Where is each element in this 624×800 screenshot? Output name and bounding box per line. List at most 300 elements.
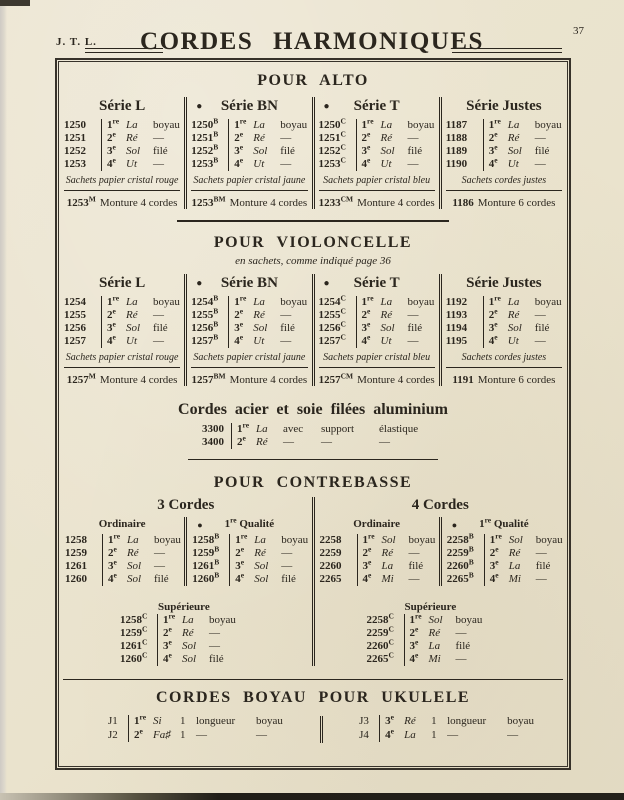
ref-number: $1260^B$: [192, 570, 220, 585]
bullet-icon: ●: [196, 278, 203, 289]
string-ordinal: 3e: [107, 319, 116, 334]
ref-number: 1252: [64, 145, 86, 157]
string-row: [445, 142, 562, 158]
string-row: [318, 293, 435, 309]
string-spec: —: [534, 309, 546, 321]
string-row: [359, 725, 534, 743]
string-spec: boyau: [280, 296, 308, 308]
ref-number: 2265: [319, 573, 342, 585]
string-spec: avec: [283, 423, 304, 435]
ref-number: $1253^C$: [318, 155, 346, 170]
note-name: La: [428, 640, 441, 652]
ref-number: $1255^C$: [318, 306, 346, 321]
section-divider: [188, 459, 438, 460]
note-name: Ré: [253, 309, 265, 321]
string-row: [191, 306, 307, 322]
string-rows: [445, 293, 562, 348]
string-spec: élastique: [379, 423, 419, 435]
string-rows: [319, 531, 436, 586]
series-column: [184, 97, 311, 209]
string-ordinal: 2e: [488, 306, 498, 321]
string-ordinal: 3e: [361, 319, 371, 334]
ref-number: 2259: [319, 547, 342, 559]
monture-label: Monture 4 cordes: [229, 374, 308, 386]
string-row: [192, 544, 306, 560]
string-spec: —: [153, 335, 164, 347]
contrebasse-4-cordes: [312, 497, 567, 666]
string-row: [445, 129, 562, 145]
note-name: Ré: [126, 132, 138, 144]
ref-number: 1257: [64, 335, 86, 347]
ref-number: $2260^C$: [366, 637, 394, 652]
note-name: Sol: [381, 534, 396, 546]
string-ordinal: 1re: [489, 531, 502, 546]
ref-number: $1256^C$: [318, 319, 346, 334]
string-row: [64, 142, 180, 158]
string-rows: [191, 116, 308, 171]
acier-rows: [182, 420, 444, 449]
string-spec: filé: [153, 322, 168, 334]
string-spec: —: [154, 547, 165, 559]
string-ordinal: 3e: [362, 557, 372, 572]
monture-label: Monture 6 cordes: [477, 374, 556, 386]
string-ordinal: 3e: [488, 142, 498, 157]
string-spec: filé: [455, 640, 471, 652]
note-name: Ré: [507, 309, 520, 321]
ref-number: 1250: [64, 119, 86, 131]
quality-name: 1re Qualité: [224, 515, 275, 530]
note-name: Sol: [507, 322, 522, 334]
bullet-icon: ●: [196, 101, 203, 112]
string-ordinal: 4e: [361, 155, 371, 170]
ref-number: 1187: [445, 119, 468, 131]
ref-number: 1189: [445, 145, 468, 157]
note-name: Sol: [380, 322, 395, 334]
note-name: Ré: [507, 132, 520, 144]
string-spec: —: [280, 132, 292, 144]
string-ordinal: 3e: [488, 319, 498, 334]
string-spec: boyau: [534, 119, 562, 131]
string-spec: —: [209, 640, 220, 652]
string-row: [445, 332, 562, 348]
string-ordinal: 4e: [362, 570, 372, 585]
series-name: Série BN: [220, 275, 278, 291]
page-number: 37: [573, 25, 584, 37]
string-row: [64, 129, 180, 145]
string-rows: [318, 293, 435, 348]
note-name: Sol: [182, 640, 197, 652]
string-spec: longueur: [196, 715, 236, 727]
string-row: [191, 129, 307, 145]
note-name: La: [256, 423, 268, 435]
section-divider: [177, 220, 449, 222]
ref-number: J1: [108, 715, 118, 727]
monture-ref: 1186: [452, 197, 474, 209]
ref-number: 1256: [64, 322, 86, 334]
string-ordinal: 3e: [489, 557, 499, 572]
note-name: La: [182, 614, 194, 626]
note-name: Sol: [253, 322, 268, 334]
sachet-note: Sachets papier cristal rouge: [64, 352, 180, 368]
ref-number: 3300: [202, 423, 224, 435]
string-ordinal: 1re: [107, 293, 120, 308]
string-ordinal: 1re: [163, 611, 176, 626]
string-row: [64, 306, 180, 322]
string-spec: —: [153, 132, 164, 144]
monture-row: [319, 191, 435, 209]
string-row: [64, 116, 180, 132]
string-row: [120, 650, 280, 666]
ref-number: $1255^B$: [191, 306, 219, 321]
ukulele-left-rows: [108, 712, 283, 742]
string-row: [191, 142, 307, 158]
string-rows: [64, 293, 180, 348]
title-rule-right: [452, 48, 562, 53]
quality-name: Ordinaire: [353, 518, 401, 530]
string-row: [191, 155, 307, 171]
ref-number: 3400: [202, 436, 224, 448]
string-ordinal: 3e: [108, 557, 117, 572]
quality-column: [60, 517, 184, 586]
string-row: [446, 570, 561, 586]
string-ordinal: 4e: [488, 155, 498, 170]
string-rows: [445, 116, 562, 171]
string-row: [319, 531, 436, 547]
sachet-note: Sachets papier cristal jaune: [191, 175, 307, 191]
string-ordinal: 4e: [234, 155, 244, 170]
note-name: Ut: [380, 158, 392, 170]
ref-number: $1258^B$: [192, 531, 220, 546]
ref-number: $1256^B$: [191, 319, 219, 334]
section-title-violoncelle: POUR VIOLONCELLE: [213, 234, 413, 251]
ref-number: 1190: [445, 158, 468, 170]
ref-number: 1258: [65, 534, 87, 546]
group-name: 4 Cordes: [411, 497, 469, 513]
violoncelle-series-table: [60, 274, 566, 386]
ref-number: $2265^C$: [366, 650, 394, 665]
string-row: [182, 433, 444, 449]
note-name: La: [253, 119, 265, 131]
section-divider: [63, 679, 563, 680]
bullet-icon: ●: [323, 101, 330, 112]
string-row: [65, 531, 181, 547]
string-spec: —: [408, 547, 420, 559]
string-ordinal: 1re: [107, 116, 120, 131]
string-spec: boyau: [209, 614, 236, 626]
note-name: La: [404, 728, 416, 741]
string-spec: —: [196, 728, 207, 741]
string-spec: —: [534, 335, 546, 347]
note-name: Ut: [380, 335, 392, 347]
ref-number: 1260: [65, 573, 87, 585]
note-name: Ré: [256, 436, 268, 448]
string-ordinal: 3e: [235, 557, 245, 572]
string-row: [191, 319, 307, 335]
string-row: [318, 155, 435, 171]
ref-number: 1259: [65, 547, 87, 559]
note-name: Ut: [253, 335, 265, 347]
monture-label: Monture 4 cordes: [357, 197, 435, 209]
note-name: Sol: [254, 560, 269, 572]
string-row: [64, 319, 180, 335]
note-name: Sol: [127, 560, 142, 572]
note-name: Ré: [380, 309, 393, 321]
string-row: [445, 116, 562, 132]
string-ordinal: 2e: [235, 544, 245, 559]
quality-column: [439, 517, 566, 586]
string-spec: —: [154, 560, 165, 572]
note-name: Ré: [380, 132, 393, 144]
string-spec: boyau: [281, 534, 309, 546]
string-row: [191, 293, 308, 309]
string-ordinal: 3e: [361, 142, 371, 157]
monture-label: Monture 4 cordes: [229, 197, 308, 209]
brand-mark: J. T. L.: [56, 36, 97, 48]
superieure-block: [120, 601, 280, 666]
ref-number: $1257^C$: [318, 332, 346, 347]
ref-number: 1255: [64, 309, 86, 321]
string-ordinal: 1re: [134, 712, 147, 727]
string-count: 1: [431, 728, 437, 741]
note-name: La: [381, 560, 394, 572]
string-count: 1: [180, 728, 186, 741]
string-rows: [192, 531, 309, 586]
note-name: Ré: [508, 547, 521, 559]
ref-number: $1261^C$: [120, 637, 148, 652]
string-row: [446, 557, 561, 573]
note-name: La: [507, 119, 520, 131]
string-ordinal: 1re: [409, 611, 422, 626]
string-row: [318, 116, 435, 132]
string-ordinal: 1re: [108, 531, 121, 546]
sachet-note: Sachets papier cristal rouge: [64, 175, 180, 191]
ref-number: 1254: [64, 296, 86, 308]
string-ordinal: 2e: [107, 306, 116, 321]
series-column: [60, 97, 184, 209]
string-row: [445, 293, 562, 309]
string-ordinal: 2e: [362, 544, 372, 559]
ref-number: $1259^B$: [192, 544, 220, 559]
section-acier: [60, 401, 566, 460]
ref-number: 1251: [64, 132, 86, 144]
string-row: [65, 544, 179, 560]
string-rows: [366, 611, 527, 666]
monture-row: [319, 368, 435, 386]
scan-edge-bottom: [0, 793, 624, 800]
ref-number: $1254^C$: [318, 293, 346, 308]
monture-label: Monture 6 cordes: [477, 197, 556, 209]
note-name: Si: [153, 715, 162, 727]
string-row: [65, 570, 179, 586]
string-row: [318, 129, 435, 145]
note-name: La: [507, 296, 520, 308]
monture-row: [191, 368, 307, 386]
string-spec: filé: [407, 145, 423, 157]
note-name: Sol: [254, 573, 269, 585]
string-ordinal: 2e: [488, 129, 498, 144]
note-name: Sol: [127, 573, 142, 585]
ref-number: $1252^B$: [191, 142, 219, 157]
string-rows: [446, 531, 563, 586]
string-row: [318, 142, 435, 158]
string-spec: —: [407, 335, 419, 347]
monture-row: [446, 368, 562, 386]
series-name: Série L: [99, 98, 146, 114]
string-ordinal: 2e: [361, 129, 371, 144]
monture-label: Monture 4 cordes: [99, 374, 178, 386]
string-row: [446, 544, 561, 560]
string-row: [445, 306, 562, 322]
series-name: Série T: [353, 275, 400, 291]
string-row: [319, 557, 434, 573]
series-column: [439, 97, 566, 209]
series-column: [312, 97, 439, 209]
superieure-label: Supérieure: [404, 601, 457, 613]
monture-row: [191, 191, 307, 209]
string-ordinal: 2e: [108, 544, 117, 559]
string-spec: —: [534, 132, 546, 144]
note-name: Ré: [127, 547, 139, 559]
string-spec: filé: [209, 653, 224, 665]
ref-number: 1261: [65, 560, 87, 572]
monture-ref: $1233^{CM}$: [318, 194, 354, 209]
title-rule-left: [85, 48, 163, 53]
string-ordinal: 4e: [107, 155, 116, 170]
ref-number: $1253^B$: [191, 155, 219, 170]
string-row: [318, 319, 435, 335]
section-title-alto: POUR ALTO: [257, 72, 369, 89]
string-ordinal: 1re: [362, 531, 375, 546]
string-spec: filé: [280, 322, 295, 334]
string-spec: boyau: [507, 715, 534, 727]
string-ordinal: 2e: [361, 306, 371, 321]
bullet-icon: ●: [451, 520, 458, 530]
section-alto: [60, 72, 566, 209]
monture-ref: $1253^{BM}$: [191, 194, 226, 209]
string-ordinal: 4e: [235, 570, 245, 585]
monture-ref: $1257^{CM}$: [318, 371, 354, 386]
note-name: Mi: [428, 653, 441, 665]
note-name: Sol: [126, 145, 141, 157]
monture-row: [446, 191, 562, 209]
string-spec: filé: [535, 560, 551, 572]
acier-title: Cordes acier et soie filées aluminium: [178, 401, 448, 418]
string-count: 1: [431, 715, 437, 727]
note-name: Ré: [428, 627, 441, 639]
note-name: Mi: [508, 573, 521, 585]
string-spec: —: [280, 309, 292, 321]
string-row: [192, 557, 306, 573]
note-name: Ré: [126, 309, 138, 321]
string-spec: boyau: [407, 296, 435, 308]
string-ordinal: 2e: [489, 544, 499, 559]
note-name: Ut: [126, 335, 137, 347]
note-name: Ré: [254, 547, 266, 559]
string-ordinal: 4e: [234, 332, 244, 347]
string-count: 1: [180, 715, 186, 727]
string-ordinal: 1re: [361, 293, 374, 308]
string-row: [359, 712, 534, 729]
ref-number: $1258^C$: [120, 611, 148, 626]
string-ordinal: 4e: [489, 570, 499, 585]
contrebasse-3-cordes: [60, 497, 312, 666]
note-name: Ut: [253, 158, 265, 170]
series-column: [184, 274, 311, 386]
string-rows: [191, 293, 308, 348]
string-row: [182, 420, 444, 436]
section-subtitle: en sachets, comme indiqué page 36: [235, 255, 391, 267]
string-spec: —: [455, 653, 467, 665]
string-spec: support: [321, 423, 354, 435]
ref-number: $1261^B$: [192, 557, 220, 572]
string-row: [108, 725, 283, 743]
note-name: Ut: [507, 335, 519, 347]
string-ordinal: 1re: [488, 293, 501, 308]
string-spec: filé: [281, 573, 296, 585]
string-spec: —: [407, 132, 419, 144]
string-ordinal: 1re: [361, 116, 374, 131]
page-title: CORDES HARMONIQUES: [140, 28, 484, 55]
note-name: La: [126, 119, 138, 131]
note-name: Ré: [182, 627, 194, 639]
ref-number: J3: [359, 715, 369, 727]
string-row: [318, 306, 435, 322]
monture-row: [64, 191, 180, 209]
frame-content: [57, 60, 569, 768]
string-spec: —: [209, 627, 220, 639]
ref-number: $1251^B$: [191, 129, 219, 144]
bullet-icon: ●: [323, 278, 330, 289]
sachet-note: Sachets papier cristal bleu: [319, 352, 435, 368]
superieure-block: [367, 601, 527, 666]
string-rows: [65, 531, 181, 586]
string-rows: [120, 611, 280, 666]
note-name: Ré: [253, 132, 265, 144]
column-divider: [320, 716, 323, 743]
note-name: Sol: [126, 322, 141, 334]
ref-number: 1188: [445, 132, 468, 144]
string-ordinal: 3e: [163, 637, 172, 652]
string-spec: boyau: [408, 534, 436, 546]
string-rows: [318, 116, 435, 171]
quality-name: Ordinaire: [98, 518, 146, 530]
ref-number: 1194: [445, 322, 468, 334]
bullet-icon: ●: [197, 520, 203, 530]
string-ordinal: 2e: [237, 433, 246, 448]
ref-number: $1257^B$: [191, 332, 219, 347]
string-row: [366, 650, 527, 666]
string-spec: —: [507, 728, 519, 741]
ref-number: 2260: [319, 560, 342, 572]
string-row: [445, 155, 562, 171]
string-ordinal: 2e: [163, 624, 172, 639]
string-spec: filé: [534, 145, 550, 157]
monture-label: Monture 4 cordes: [357, 374, 435, 386]
contrebasse-table: [60, 497, 566, 666]
section-contrebasse: [60, 474, 566, 666]
note-name: La: [380, 119, 393, 131]
ref-number: $1250^C$: [318, 116, 346, 131]
string-spec: filé: [408, 560, 424, 572]
note-name: La: [254, 534, 266, 546]
string-spec: boyau: [256, 715, 283, 727]
note-name: Ut: [507, 158, 519, 170]
string-ordinal: 3e: [234, 142, 244, 157]
note-name: La: [126, 296, 138, 308]
string-ordinal: 4e: [108, 570, 117, 585]
ref-number: $2260^B$: [446, 557, 474, 572]
ref-number: $1260^C$: [120, 650, 148, 665]
